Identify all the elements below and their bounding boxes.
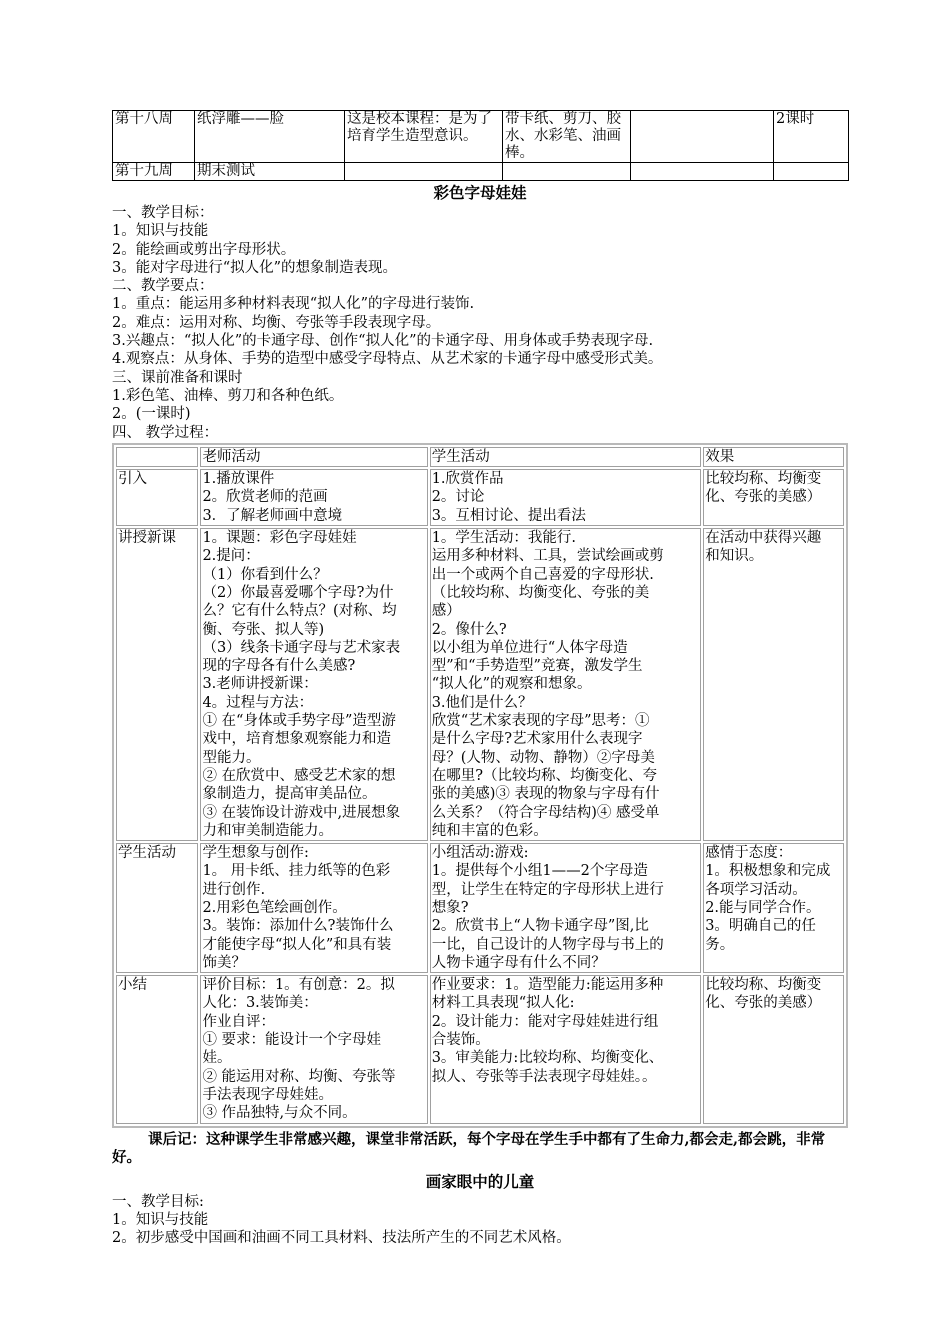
cell-line: 1.欣赏作品 [431, 471, 504, 488]
header-cell: 老师活动 [200, 447, 427, 467]
cell-line: （3）线条卡通字母与艺术家表 [202, 639, 401, 656]
cell-line: 象制造力，提高审美品位。 [202, 786, 377, 803]
cell-line: 在哪里?（比较均称、均衡变化、夸 [431, 767, 657, 784]
cell-line: 1。提供每个小组1——2个字母造 [431, 863, 648, 880]
cell-line: 3。装饰：添加什么?装饰什么 [202, 918, 394, 935]
student-cell [430, 528, 702, 841]
lesson-title: 彩色字母娃娃 [433, 184, 527, 202]
cell-line: 在活动中获得兴趣 [705, 530, 822, 547]
cell-line: 衡、夸张、拟人等) [202, 621, 325, 638]
text-line: 一、教学目标: [112, 1193, 204, 1210]
schedule-cell: 2课时 [774, 111, 849, 163]
schedule-row [113, 163, 849, 181]
header-cell: 效果 [703, 447, 844, 467]
cell-line: 进行创作. [202, 881, 266, 898]
cell-line: 3。互相讨论、提出看法 [431, 507, 586, 524]
cell-line: ② 能运用对称、均衡、夸张等 [202, 1068, 396, 1085]
cell-line: 么关系？（符合字母结构)④ 感受单 [431, 804, 660, 821]
schedule-cell [345, 163, 503, 181]
cell-line: ③ 在装饰设计游戏中,进展想象 [202, 804, 401, 821]
cell-line: 2。欣赏书上“人物卡通字母”图,比 [431, 918, 649, 935]
cell-line: 1。课题：彩色字母娃娃 [202, 530, 357, 547]
text-line: 三、课前准备和课时 [112, 369, 243, 386]
cell-line: 1。积极想象和完成 [705, 863, 831, 880]
cell-line: 1。学生活动：我能行. [431, 530, 577, 547]
cell-line: 比较均称、均衡变 [705, 471, 822, 488]
text-line: 2。(一课时) [112, 406, 191, 423]
text-line: 2。能绘画或剪出字母形状。 [112, 241, 296, 258]
cell-line: 张的美感)③ 表现的物象与字母有什 [431, 786, 660, 803]
cell-line: 力和审美制造能力。 [202, 822, 333, 839]
lesson-title: 画家眼中的儿童 [425, 1172, 535, 1191]
cell-line: 人化：3.装饰美： [202, 995, 318, 1012]
cell-line: 么？它有什么特点？(对称、均 [202, 603, 397, 620]
schedule-cell [503, 163, 631, 181]
cell-line: 作业自评： [202, 1013, 275, 1030]
cell-line: 手法表现字母娃娃。 [202, 1086, 333, 1103]
cell-line: 2.用彩色笔绘画创作。 [202, 899, 347, 916]
effect-cell [703, 528, 844, 841]
cell-line: 学生想象与创作: [202, 845, 309, 862]
cell-line: 2。设计能力：能对字母娃娃进行组 [431, 1013, 659, 1030]
cell-line: 拟人、夸张等手法表现字母娃娃。。 [431, 1068, 657, 1085]
schedule-cell [631, 111, 774, 163]
cell-line: 母？(人物、动物、静物）②字母美 [431, 749, 655, 766]
cell-line: 2.提问： [202, 548, 260, 565]
teacher-cell [200, 975, 427, 1123]
schedule-cell: 带卡纸、剪刀、胶水、水彩笔、油画棒。 [503, 111, 631, 163]
stage-cell: 小结 [116, 975, 198, 1123]
cell-line: 才能使字母“拟人化”和具有装 [202, 936, 392, 953]
text-line: 二、教学要点： [112, 278, 214, 295]
cell-line: （2）你最喜爱哪个字母?为什 [202, 584, 394, 601]
schedule-table [112, 110, 849, 181]
text-line: 1.彩色笔、油棒、剪刀和各种色纸。 [112, 387, 344, 404]
cell-line: 想象? [431, 899, 469, 916]
cell-line: 戏中，培育想象观察能力和造 [202, 731, 391, 748]
lesson-intro [112, 204, 848, 442]
cell-line: 型，让学生在特定的字母形状上进行 [431, 881, 664, 898]
cell-line: 材料工具表现“拟人化: [431, 995, 575, 1012]
process-header-row [116, 447, 844, 467]
cell-line: 小组活动:游戏: [431, 845, 529, 862]
student-cell [430, 843, 702, 973]
cell-line: 以小组为单位进行“人体字母造 [431, 639, 628, 656]
cell-line: 3。明确自己的任 [705, 918, 816, 935]
cell-line: 评价目标：1。有创意：2。拟 [202, 977, 395, 994]
cell-line: 1。 用卡纸、挂力纸等的色彩 [202, 863, 391, 880]
schedule-cell: 纸浮雕——脸 [195, 111, 345, 163]
cell-line: （比较均称、均衡变化、夸张的美 [431, 584, 650, 601]
text-line: 四、 教学过程： [112, 424, 219, 441]
text-line: 4.观察点：从身体、手势的造型中感受字母特点、从艺术家的卡通字母中感受形式美。 [112, 351, 663, 368]
cell-line: 是什么字母?艺术家用什么表现字 [431, 731, 643, 748]
cell-line: 3。审美能力:比较均称、均衡变化、 [431, 1050, 664, 1067]
cell-line: “拟人化”的观察和想象。 [431, 676, 592, 693]
cell-line: 运用多种材料、工具，尝试绘画或剪 [431, 548, 664, 565]
text-line: 1。知识与技能 [112, 1211, 209, 1228]
text-line: 1。重点：能运用多种材料表现“拟人化”的字母进行装饰. [112, 296, 475, 313]
process-table-frame [112, 443, 848, 1128]
cell-line: 出一个或两个自己喜爱的字母形状. [431, 566, 654, 583]
cell-line: 3．了解老师画中意境 [202, 507, 343, 524]
cell-line: 现的字母各有什么美感? [202, 658, 356, 675]
cell-line: 型”和“手势造型”竞赛，激发学生 [431, 658, 643, 675]
header-cell [116, 447, 198, 467]
cell-line: 务。 [705, 936, 735, 953]
schedule-row [113, 111, 849, 163]
schedule-cell: 第十九周 [113, 163, 195, 181]
text-line: 2。难点：运用对称、均衡、夸张等手段表现字母。 [112, 314, 441, 331]
text-line: 3。能对字母进行“拟人化”的想象制造表现。 [112, 259, 398, 276]
lesson-afterword: 课后记：这种课学生非常感兴趣，课堂非常活跃，每个字母在学生手中都有了生命力,都会走,都会跳，非常好。 [112, 1130, 826, 1167]
cell-line: ① 要求：能设计一个字母娃 [202, 1032, 382, 1049]
effect-cell [703, 843, 844, 973]
cell-line: 化、夸张的美感） [705, 489, 822, 506]
effect-cell [703, 469, 844, 526]
schedule-cell: 第十八周 [113, 111, 195, 163]
cell-line: ③ 作品独特,与众不同。 [202, 1105, 357, 1122]
stage-cell: 讲授新课 [116, 528, 198, 841]
cell-line: 1.播放课件 [202, 471, 275, 488]
cell-line: 2.能与同学合作。 [705, 899, 821, 916]
cell-line: 合装饰。 [431, 1032, 490, 1049]
cell-line: 化、夸张的美感） [705, 995, 822, 1012]
cell-line: 2。像什么? [431, 621, 507, 638]
schedule-cell: 期末测试 [195, 163, 345, 181]
process-row [116, 843, 844, 973]
cell-line: 纯和丰富的色彩。 [431, 822, 548, 839]
cell-line: 作业要求：1。造型能力:能运用多种 [431, 977, 664, 994]
lesson-intro [112, 1193, 848, 1248]
process-table [114, 445, 846, 1126]
cell-line: 一比，自己设计的人物字母与书上的 [431, 936, 664, 953]
cell-line: 欣赏“艺术家表现的字母”思考：① [431, 713, 650, 730]
effect-cell [703, 975, 844, 1123]
teacher-cell [200, 469, 427, 526]
schedule-cell [774, 163, 849, 181]
cell-line: 比较均称、均衡变 [705, 977, 822, 994]
stage-cell: 学生活动 [116, 843, 198, 973]
process-row [116, 528, 844, 841]
header-cell: 学生活动 [430, 447, 702, 467]
cell-line: 各项学习活动。 [705, 881, 807, 898]
process-row [116, 975, 844, 1123]
cell-line: 饰美？ [202, 954, 246, 971]
schedule-cell [631, 163, 774, 181]
cell-line: 型能力。 [202, 749, 261, 766]
process-row [116, 469, 844, 526]
cell-line: 3.他们是什么？ [431, 694, 533, 711]
cell-line: 感） [431, 603, 461, 620]
teacher-cell [200, 843, 427, 973]
cell-line: 2。欣赏老师的范画 [202, 489, 328, 506]
cell-line: 2。讨论 [431, 489, 485, 506]
text-line: 一、教学目标： [112, 205, 214, 221]
text-line: 1。知识与技能 [112, 223, 209, 240]
cell-line: 和知识。 [705, 548, 764, 565]
cell-line: 人物卡通字母有什么不同？ [431, 954, 606, 971]
teacher-cell [200, 528, 427, 841]
student-cell [430, 975, 702, 1123]
student-cell [430, 469, 702, 526]
schedule-cell: 这是校本课程：是为了培育学生造型意识。 [345, 111, 503, 163]
cell-line: 4。过程与方法： [202, 694, 314, 711]
cell-line: ① 在“身体或手势字母”造型游 [202, 713, 396, 730]
text-line: 3.兴趣点：“拟人化”的卡通字母、创作“拟人化”的卡通字母、用身体或手势表现字母. [112, 333, 654, 350]
cell-line: 娃。 [202, 1050, 232, 1067]
cell-line: ② 在欣赏中、感受艺术家的想 [202, 767, 396, 784]
stage-cell: 引入 [116, 469, 198, 526]
cell-line: （1）你看到什么？ [202, 566, 328, 583]
cell-line: 感情于态度： [705, 845, 793, 862]
document-page [112, 110, 848, 1247]
cell-line: 3.老师讲授新课： [202, 676, 318, 693]
text-line: 2。初步感受中国画和油画不同工具材料、技法所产生的不同艺术风格。 [112, 1230, 571, 1247]
